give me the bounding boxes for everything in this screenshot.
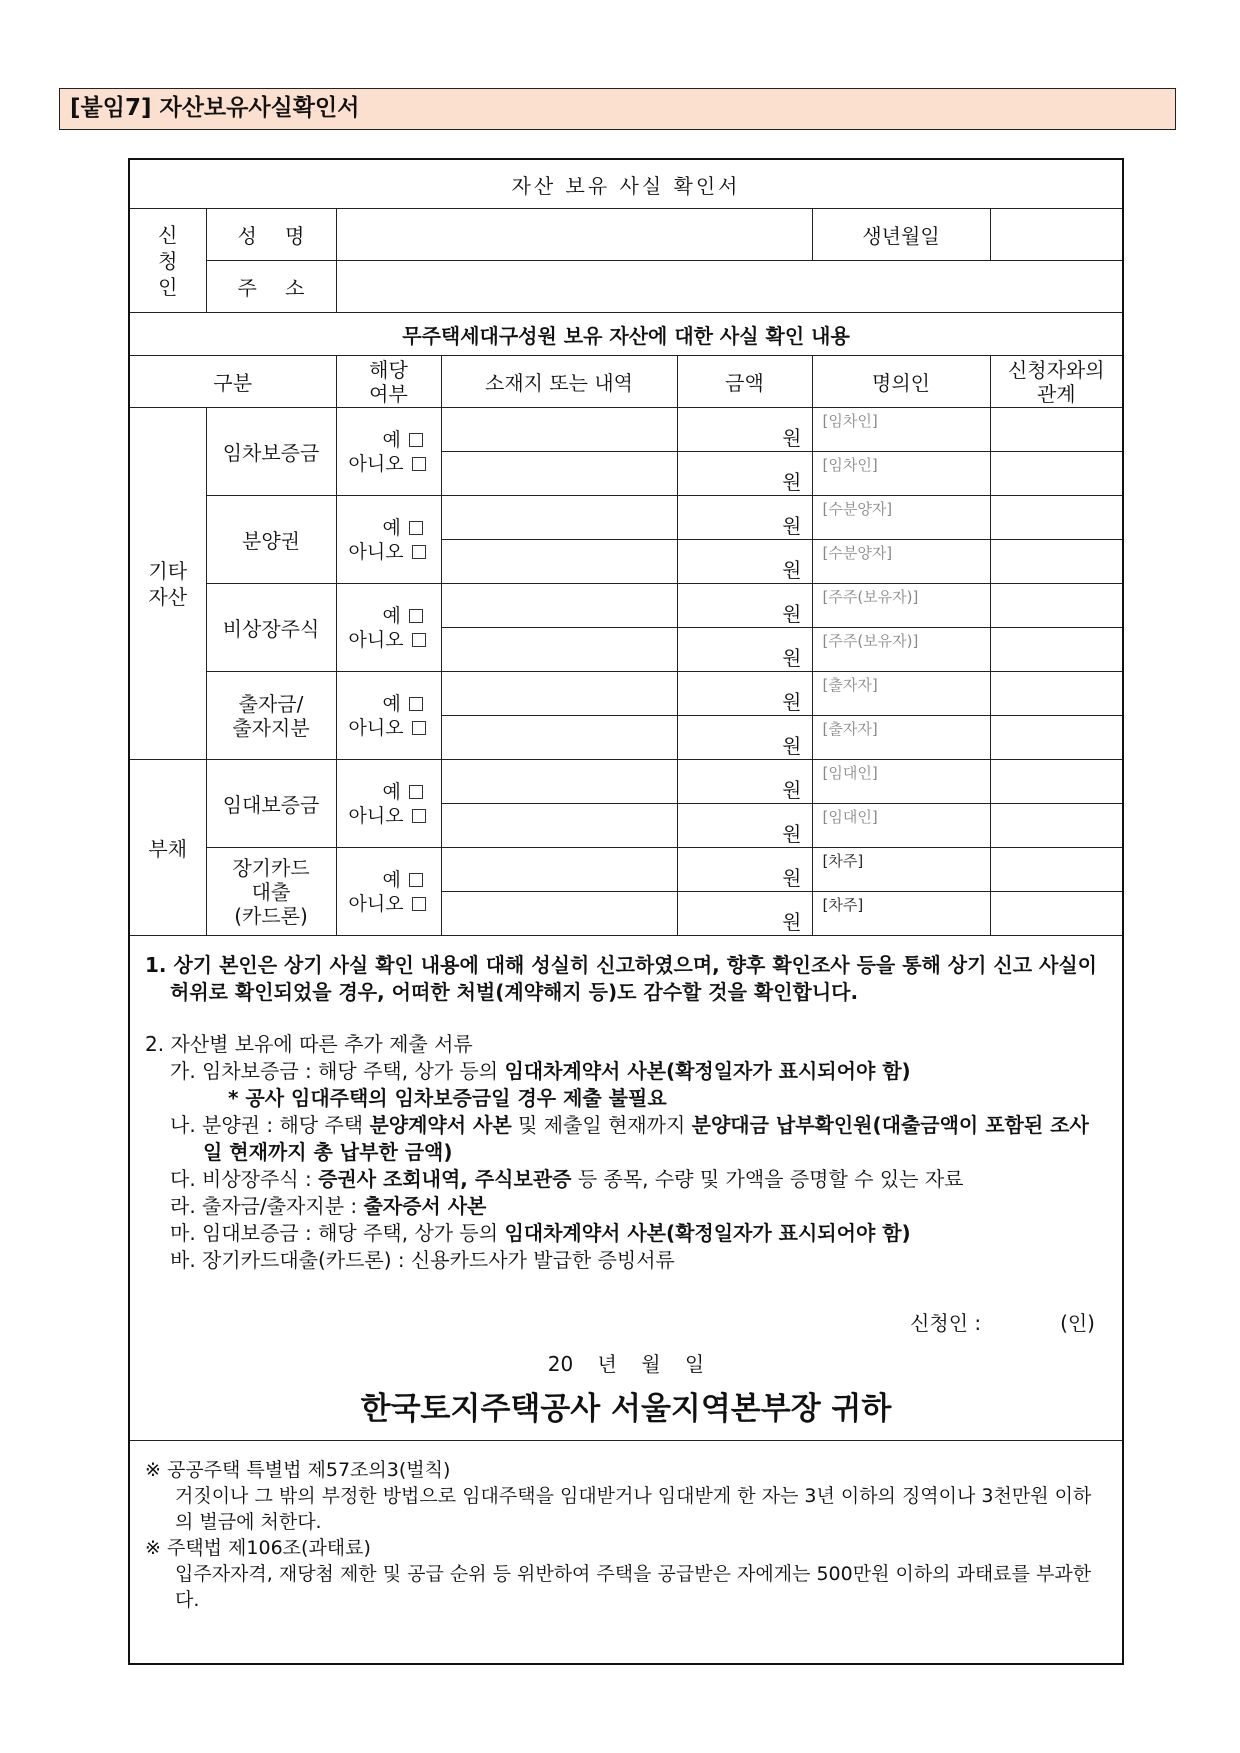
item-presale-right: 분양권: [206, 496, 336, 584]
yes-checkbox[interactable]: [409, 785, 423, 799]
yn-unlisted-stock[interactable]: 예 아니오: [336, 584, 441, 672]
section-title: 무주택세대구성원 보유 자산에 대한 사실 확인 내용: [130, 313, 1122, 356]
birth-label: 생년월일: [812, 209, 990, 261]
amount-field[interactable]: 원: [677, 672, 812, 716]
name-field[interactable]: [336, 209, 812, 261]
no-checkbox[interactable]: [412, 457, 426, 471]
yes-checkbox[interactable]: [409, 873, 423, 887]
amount-field[interactable]: 원: [677, 848, 812, 892]
holder-field[interactable]: [임차인]: [812, 408, 990, 452]
no-checkbox[interactable]: [412, 809, 426, 823]
yes-checkbox[interactable]: [409, 609, 423, 623]
location-field[interactable]: [441, 892, 677, 936]
amount-field[interactable]: 원: [677, 760, 812, 804]
address-label: 주 소: [206, 261, 336, 313]
amount-field[interactable]: 원: [677, 804, 812, 848]
amount-field[interactable]: 원: [677, 408, 812, 452]
col-holder: 명의인: [812, 356, 990, 408]
col-amount: 금액: [677, 356, 812, 408]
relation-field[interactable]: [990, 628, 1122, 672]
location-field[interactable]: [441, 540, 677, 584]
col-applicable: 해당 여부: [336, 356, 441, 408]
holder-field[interactable]: [주주(보유자)]: [812, 584, 990, 628]
holder-field[interactable]: [수분양자]: [812, 496, 990, 540]
location-field[interactable]: [441, 804, 677, 848]
holder-field[interactable]: [임대인]: [812, 804, 990, 848]
amount-field[interactable]: 원: [677, 496, 812, 540]
col-location: 소재지 또는 내역: [441, 356, 677, 408]
no-checkbox[interactable]: [412, 897, 426, 911]
amount-field[interactable]: 원: [677, 892, 812, 936]
location-field[interactable]: [441, 496, 677, 540]
form-frame: [128, 158, 1124, 1665]
no-checkbox[interactable]: [412, 545, 426, 559]
relation-field[interactable]: [990, 804, 1122, 848]
location-field[interactable]: [441, 628, 677, 672]
doc-item-ra: 라. 출자금/출자지분 : 출자증서 사본: [170, 1194, 487, 1218]
item-card-loan: 장기카드 대출 (카드론): [206, 848, 336, 936]
location-field[interactable]: [441, 716, 677, 760]
relation-field[interactable]: [990, 452, 1122, 496]
relation-field[interactable]: [990, 716, 1122, 760]
holder-field[interactable]: [임차인]: [812, 452, 990, 496]
holder-field[interactable]: [주주(보유자)]: [812, 628, 990, 672]
annex-label: [붙임7] 자산보유사실확인서: [59, 88, 1176, 130]
no-checkbox[interactable]: [412, 633, 426, 647]
relation-field[interactable]: [990, 496, 1122, 540]
holder-field[interactable]: [출자자]: [812, 716, 990, 760]
docs-heading: 2. 자산별 보유에 따른 추가 제출 서류: [145, 1032, 473, 1056]
relation-field[interactable]: [990, 408, 1122, 452]
penalty-notice: [130, 1440, 1122, 1613]
location-field[interactable]: [441, 848, 677, 892]
location-field[interactable]: [441, 672, 677, 716]
yn-rental-deposit[interactable]: 예 아니오: [336, 760, 441, 848]
no-checkbox[interactable]: [412, 721, 426, 735]
penalty-1-body: 거짓이나 그 밖의 부정한 방법으로 임대주택을 임대받거나 임대받게 한 자는 3년 이하의 징역이나 3천만원 이하의 벌금에 처한다.: [175, 1485, 1092, 1533]
relation-field[interactable]: [990, 672, 1122, 716]
relation-field[interactable]: [990, 584, 1122, 628]
doc-item-ma: 마. 임대보증금 : 해당 주택, 상가 등의 임대차계약서 사본(확정일자가 표시되어야 함): [170, 1221, 911, 1245]
signer-label: 신청인 :: [910, 1311, 982, 1335]
amount-field[interactable]: 원: [677, 452, 812, 496]
doc-item-na: 나. 분양권 : 해당 주택 분양계약서 사본 및 제출일 현재까지 분양대금 납부확인원(대출금액이 포함된 조사일 현재까지 총 납부한 금액): [170, 1113, 1089, 1164]
amount-field[interactable]: 원: [677, 584, 812, 628]
amount-field[interactable]: 원: [677, 716, 812, 760]
holder-field[interactable]: [수분양자]: [812, 540, 990, 584]
recipient: 한국토지주택공사 서울지역본부장 귀하: [360, 1391, 892, 1427]
relation-field[interactable]: [990, 892, 1122, 936]
amount-field[interactable]: 원: [677, 540, 812, 584]
yn-card-loan[interactable]: 예 아니오: [336, 848, 441, 936]
holder-field[interactable]: [임대인]: [812, 760, 990, 804]
group-other-assets: 기타 자산: [130, 408, 206, 760]
col-relation: 신청자와의 관계: [990, 356, 1122, 408]
yes-checkbox[interactable]: [409, 521, 423, 535]
holder-field[interactable]: [차주]: [812, 892, 990, 936]
location-field[interactable]: [441, 584, 677, 628]
location-field[interactable]: [441, 452, 677, 496]
asset-form-table: [130, 160, 1122, 936]
docs-list: [145, 1058, 1107, 1274]
form-title: 자산 보유 사실 확인서: [130, 160, 1122, 209]
location-field[interactable]: [441, 760, 677, 804]
holder-field[interactable]: [출자자]: [812, 672, 990, 716]
holder-field[interactable]: [차주]: [812, 848, 990, 892]
date-line: 20 년 월 일: [547, 1352, 705, 1376]
address-field[interactable]: [336, 261, 1122, 313]
col-category: 구분: [130, 356, 336, 408]
doc-item-ga: 가. 임차보증금 : 해당 주택, 상가 등의 임대차계약서 사본(확정일자가 표시되어야 함): [170, 1059, 911, 1083]
item-lease-deposit: 임차보증금: [206, 408, 336, 496]
relation-field[interactable]: [990, 540, 1122, 584]
location-field[interactable]: [441, 408, 677, 452]
relation-field[interactable]: [990, 760, 1122, 804]
amount-field[interactable]: 원: [677, 628, 812, 672]
group-liabilities: 부채: [130, 760, 206, 936]
notes-section: [130, 936, 1122, 1440]
yn-lease-deposit[interactable]: 예 아니오: [336, 408, 441, 496]
penalty-2-body: 입주자자격, 재당첨 제한 및 공급 순위 등 위반하여 주택을 공급받은 자에게는 500만원 이하의 과태료를 부과한다.: [175, 1563, 1092, 1611]
item-rental-deposit: 임대보증금: [206, 760, 336, 848]
confirmation-statement: 1. 상기 본인은 상기 사실 확인 내용에 대해 성실히 신고하였으며, 향후 확인조사 등을 통해 상기 신고 사실이 허위로 확인되었을 경우, 어떠한 처벌(계약해지 등)도 감수할 것을 확인합니다.: [145, 953, 1097, 1004]
item-investment: 출자금/ 출자지분: [206, 672, 336, 760]
yn-investment[interactable]: 예 아니오: [336, 672, 441, 760]
penalty-2-title: ※ 주택법 제106조(과태료): [145, 1537, 371, 1559]
signer-line: [145, 1310, 1107, 1337]
doc-item-da: 다. 비상장주식 : 증권사 조회내역, 주식보관증 등 종목, 수량 및 가액을 증명할 수 있는 자료: [170, 1167, 964, 1191]
birth-field[interactable]: [990, 209, 1122, 261]
item-unlisted-stock: 비상장주식: [206, 584, 336, 672]
doc-item-ga-note: * 공사 임대주택의 임차보증금일 경우 제출 불필요: [228, 1086, 667, 1110]
applicant-group-label: 신청인: [130, 209, 206, 313]
yn-presale-right[interactable]: 예 아니오: [336, 496, 441, 584]
yes-checkbox[interactable]: [409, 697, 423, 711]
doc-item-ba: 바. 장기카드대출(카드론) : 신용카드사가 발급한 증빙서류: [170, 1248, 675, 1272]
penalty-1-title: ※ 공공주택 특별법 제57조의3(벌칙): [145, 1459, 451, 1481]
yes-checkbox[interactable]: [409, 433, 423, 447]
relation-field[interactable]: [990, 848, 1122, 892]
name-label: 성 명: [206, 209, 336, 261]
seal-label[interactable]: (인): [1060, 1311, 1095, 1335]
